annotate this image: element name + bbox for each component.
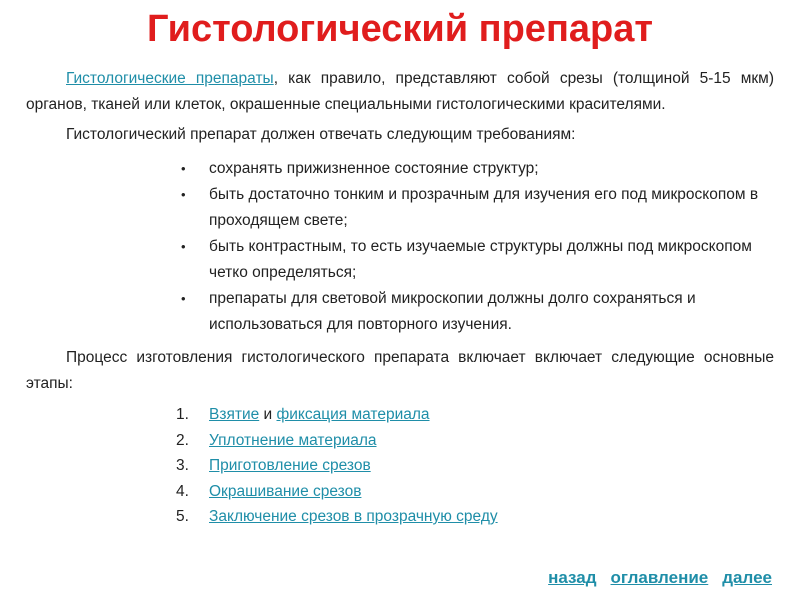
process-intro: Процесс изготовления гистологического препарата включает включает следующие основные этапы: — [26, 349, 774, 392]
step-number: 4. — [176, 482, 189, 500]
step-joiner: и — [259, 406, 277, 423]
list-item — [176, 428, 774, 454]
list-item — [176, 286, 774, 337]
requirements-list — [26, 156, 774, 338]
step-link-taking[interactable]: Взятие — [209, 406, 260, 423]
page-title: Гистологический препарат — [147, 8, 653, 50]
list-item — [176, 156, 774, 182]
requirements-intro: Гистологический препарат должен отвечать следующим требованиям: — [66, 126, 576, 143]
intro-link-histological-preparations[interactable]: Гистологические препараты — [66, 70, 274, 87]
step-link-staining[interactable]: Окрашивание срезов — [209, 482, 362, 500]
nav-contents-link[interactable]: оглавление — [610, 568, 709, 587]
list-item — [176, 453, 774, 479]
step-link-mounting[interactable]: Заключение срезов в прозрачную среду — [209, 508, 498, 525]
step-number: 5. — [176, 508, 189, 525]
step-link-fixation[interactable]: фиксация материала — [276, 406, 430, 423]
process-steps-list — [26, 402, 774, 530]
navigation-bar — [548, 568, 772, 588]
list-item — [176, 234, 774, 285]
step-number: 1. — [176, 406, 189, 423]
step-link-compaction[interactable]: Уплотнение материала — [209, 431, 377, 449]
requirement-text: сохранять прижизненное состояние структур; — [209, 159, 539, 177]
step-number: 2. — [176, 431, 189, 449]
bullet-icon: • — [181, 160, 186, 176]
requirement-text: препараты для световой микроскопии должны долго сохраняться и использоваться для повторного изучения. — [209, 290, 696, 333]
bullet-icon: • — [181, 187, 186, 202]
intro-paragraph — [26, 66, 774, 117]
list-item — [176, 504, 774, 530]
nav-back-link[interactable]: назад — [548, 568, 597, 587]
bullet-icon: • — [181, 239, 186, 254]
step-link-sectioning[interactable]: Приготовление срезов — [209, 457, 371, 474]
intro-text: , как правило, представляют собой срезы (толщиной 5-15 мкм) органов, тканей или клеток, окрашенные специальными гистологическими красителями. — [26, 70, 774, 113]
list-item — [176, 182, 774, 233]
bullet-icon: • — [181, 291, 186, 306]
content-body — [26, 66, 774, 530]
list-item — [176, 479, 774, 505]
requirement-text: быть контрастным, то есть изучаемые структуры должны под микроскопом четко определяться; — [209, 238, 752, 281]
nav-next-link[interactable]: далее — [722, 568, 772, 587]
requirement-text: быть достаточно тонким и прозрачным для изучения его под микроскопом в проходящем свете; — [209, 186, 759, 229]
step-number: 3. — [176, 457, 189, 474]
list-item — [176, 402, 774, 428]
